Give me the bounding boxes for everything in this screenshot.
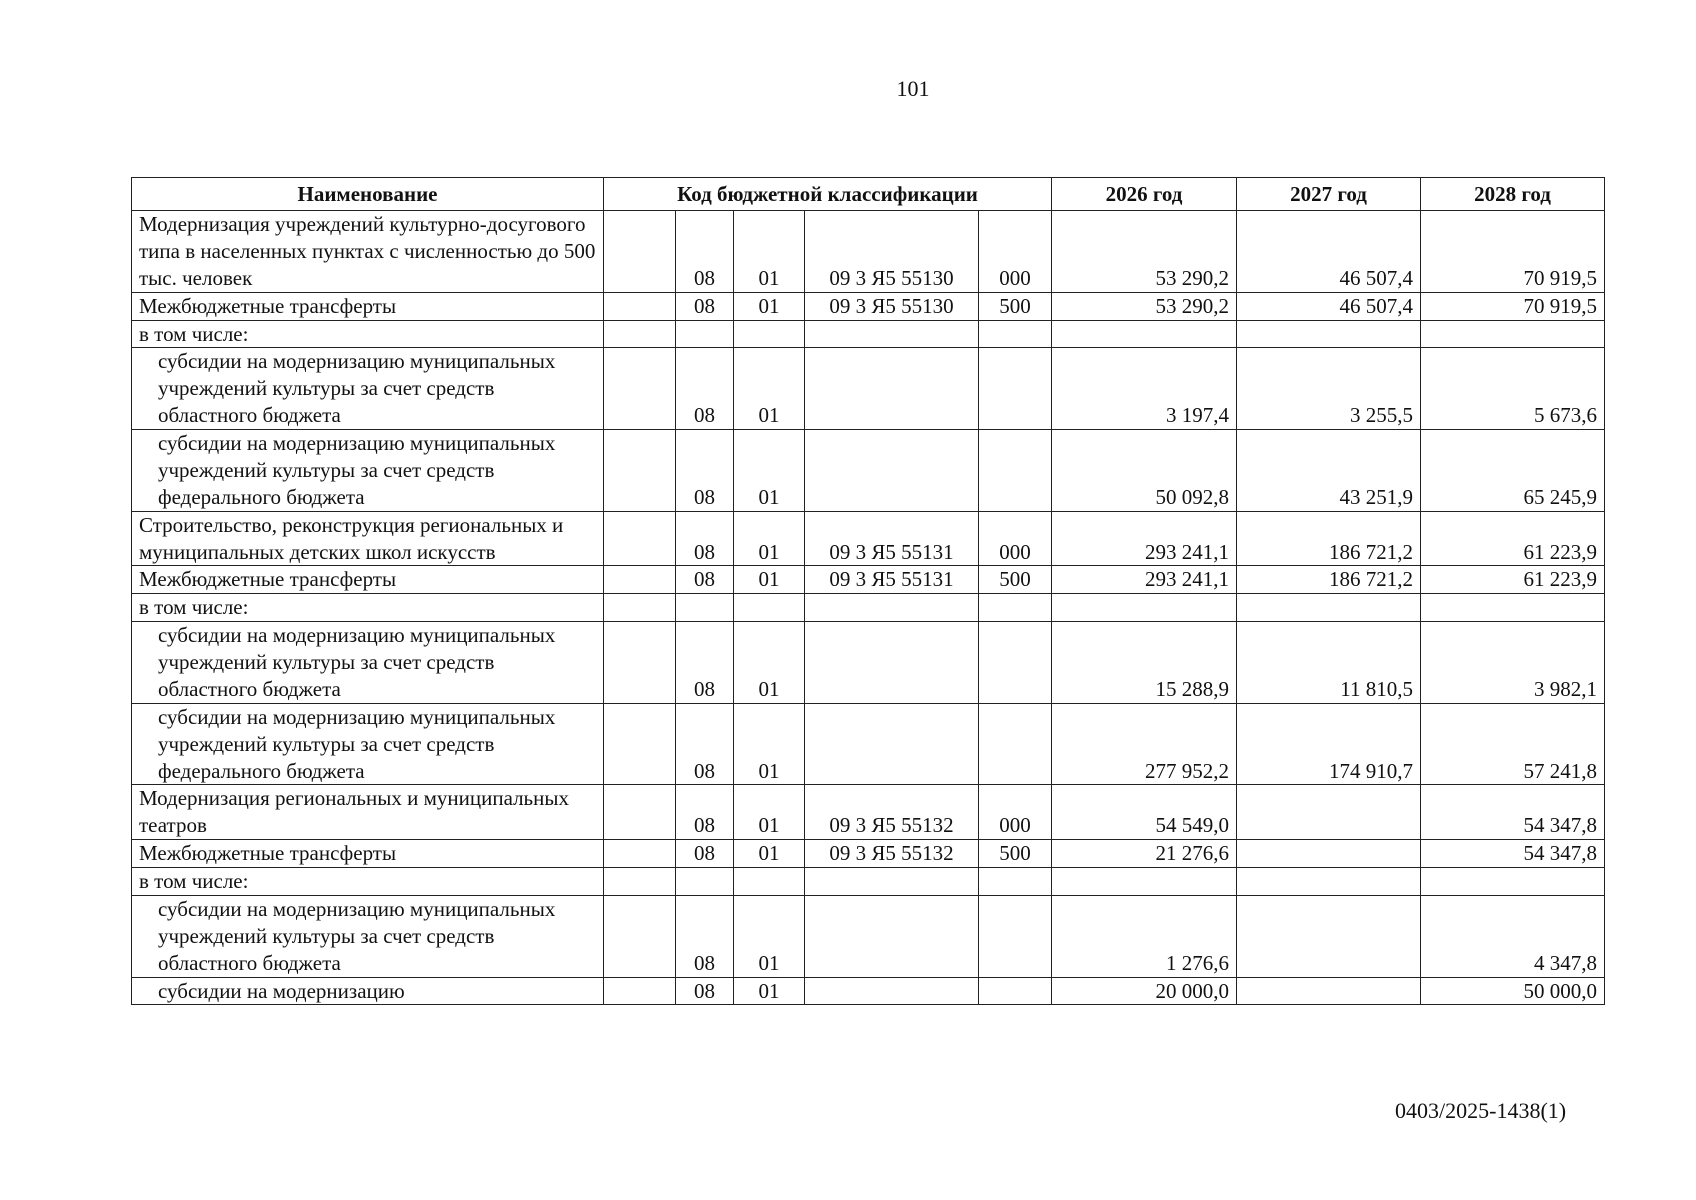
- row-value-2026: 3 197,4: [1052, 348, 1237, 430]
- row-value-2028: 57 241,8: [1421, 703, 1605, 785]
- row-section-code: 08: [676, 977, 734, 1005]
- row-name: субсидии на модернизацию муниципальных учреждений культуры за счет средств федерального бюджета: [132, 703, 604, 785]
- row-target-article-code: [805, 703, 979, 785]
- row-target-article-code: 09 3 Я5 55130: [805, 211, 979, 293]
- row-value-2027: 186 721,2: [1237, 566, 1421, 594]
- row-value-2028: 70 919,5: [1421, 292, 1605, 320]
- row-value-2027: 11 810,5: [1237, 622, 1421, 704]
- row-name: Модернизация региональных и муниципальных театров: [132, 785, 604, 840]
- row-value-2026: 53 290,2: [1052, 211, 1237, 293]
- row-name: субсидии на модернизацию муниципальных учреждений культуры за счет средств федерального бюджета: [132, 430, 604, 512]
- row-section-code: [676, 594, 734, 622]
- row-value-2027: [1237, 868, 1421, 896]
- row-expense-type-code: 000: [979, 211, 1052, 293]
- row-spacer: [604, 703, 676, 785]
- row-expense-type-code: [979, 348, 1052, 430]
- row-expense-type-code: 000: [979, 785, 1052, 840]
- row-value-2026: 21 276,6: [1052, 840, 1237, 868]
- row-spacer: [604, 895, 676, 977]
- table-row: [132, 511, 1605, 566]
- table-row: [132, 895, 1605, 977]
- row-value-2027: [1237, 840, 1421, 868]
- table-row: [132, 211, 1605, 293]
- row-subsection-code: 01: [734, 292, 805, 320]
- row-value-2028: 70 919,5: [1421, 211, 1605, 293]
- row-expense-type-code: 500: [979, 292, 1052, 320]
- row-target-article-code: 09 3 Я5 55131: [805, 566, 979, 594]
- row-value-2028: 5 673,6: [1421, 348, 1605, 430]
- row-value-2028: [1421, 320, 1605, 348]
- row-spacer: [604, 785, 676, 840]
- row-value-2027: 174 910,7: [1237, 703, 1421, 785]
- table-row: [132, 622, 1605, 704]
- row-value-2027: [1237, 895, 1421, 977]
- row-name: субсидии на модернизацию муниципальных учреждений культуры за счет средств областного бюджета: [132, 622, 604, 704]
- row-value-2026: 53 290,2: [1052, 292, 1237, 320]
- table-row: [132, 840, 1605, 868]
- row-section-code: 08: [676, 511, 734, 566]
- row-section-code: [676, 868, 734, 896]
- row-subsection-code: 01: [734, 211, 805, 293]
- row-value-2026: 293 241,1: [1052, 511, 1237, 566]
- row-section-code: 08: [676, 895, 734, 977]
- row-section-code: 08: [676, 785, 734, 840]
- table-body: [132, 211, 1605, 1005]
- row-value-2028: 61 223,9: [1421, 511, 1605, 566]
- row-expense-type-code: [979, 594, 1052, 622]
- row-value-2028: [1421, 594, 1605, 622]
- row-value-2027: 46 507,4: [1237, 292, 1421, 320]
- row-value-2027: [1237, 977, 1421, 1005]
- row-subsection-code: 01: [734, 566, 805, 594]
- row-target-article-code: [805, 895, 979, 977]
- row-value-2026: 20 000,0: [1052, 977, 1237, 1005]
- row-name: в том числе:: [132, 320, 604, 348]
- row-name: в том числе:: [132, 594, 604, 622]
- row-spacer: [604, 622, 676, 704]
- row-name: Межбюджетные трансферты: [132, 840, 604, 868]
- row-subsection-code: 01: [734, 785, 805, 840]
- row-subsection-code: [734, 594, 805, 622]
- row-subsection-code: 01: [734, 511, 805, 566]
- row-expense-type-code: [979, 868, 1052, 896]
- row-target-article-code: [805, 977, 979, 1005]
- row-value-2028: 54 347,8: [1421, 840, 1605, 868]
- table-row: [132, 703, 1605, 785]
- row-spacer: [604, 977, 676, 1005]
- row-target-article-code: [805, 348, 979, 430]
- row-spacer: [604, 211, 676, 293]
- row-value-2027: 46 507,4: [1237, 211, 1421, 293]
- row-section-code: 08: [676, 292, 734, 320]
- row-spacer: [604, 566, 676, 594]
- row-expense-type-code: 500: [979, 840, 1052, 868]
- row-value-2028: [1421, 868, 1605, 896]
- row-target-article-code: [805, 594, 979, 622]
- row-spacer: [604, 320, 676, 348]
- header-code: Код бюджетной классификации: [604, 178, 1052, 211]
- table-row: [132, 977, 1605, 1005]
- row-value-2027: 43 251,9: [1237, 430, 1421, 512]
- row-value-2028: 4 347,8: [1421, 895, 1605, 977]
- row-value-2027: 3 255,5: [1237, 348, 1421, 430]
- row-value-2028: 50 000,0: [1421, 977, 1605, 1005]
- row-value-2026: [1052, 320, 1237, 348]
- row-target-article-code: 09 3 Я5 55130: [805, 292, 979, 320]
- row-subsection-code: 01: [734, 840, 805, 868]
- row-section-code: 08: [676, 430, 734, 512]
- row-expense-type-code: 000: [979, 511, 1052, 566]
- row-value-2026: [1052, 868, 1237, 896]
- row-subsection-code: 01: [734, 895, 805, 977]
- row-expense-type-code: [979, 622, 1052, 704]
- row-name: Межбюджетные трансферты: [132, 566, 604, 594]
- row-target-article-code: [805, 320, 979, 348]
- table-row: [132, 785, 1605, 840]
- row-section-code: [676, 320, 734, 348]
- row-target-article-code: [805, 622, 979, 704]
- table-row: [132, 348, 1605, 430]
- row-name: Модернизация учреждений культурно-досугового типа в населенных пунктах с численностью до 500 тыс. человек: [132, 211, 604, 293]
- row-target-article-code: 09 3 Я5 55131: [805, 511, 979, 566]
- row-name: субсидии на модернизацию муниципальных учреждений культуры за счет средств областного бюджета: [132, 895, 604, 977]
- row-subsection-code: 01: [734, 703, 805, 785]
- row-spacer: [604, 594, 676, 622]
- row-spacer: [604, 430, 676, 512]
- row-subsection-code: [734, 868, 805, 896]
- table-header-row: [132, 178, 1605, 211]
- row-name: Строительство, реконструкция региональных и муниципальных детских школ искусств: [132, 511, 604, 566]
- table-row: [132, 430, 1605, 512]
- row-expense-type-code: [979, 703, 1052, 785]
- row-value-2027: 186 721,2: [1237, 511, 1421, 566]
- row-value-2026: [1052, 594, 1237, 622]
- row-target-article-code: [805, 430, 979, 512]
- row-subsection-code: 01: [734, 622, 805, 704]
- row-target-article-code: 09 3 Я5 55132: [805, 840, 979, 868]
- row-value-2028: 54 347,8: [1421, 785, 1605, 840]
- row-value-2026: 1 276,6: [1052, 895, 1237, 977]
- table-row: [132, 594, 1605, 622]
- row-value-2026: 277 952,2: [1052, 703, 1237, 785]
- row-section-code: 08: [676, 211, 734, 293]
- row-value-2027: [1237, 320, 1421, 348]
- table-row: [132, 292, 1605, 320]
- row-expense-type-code: [979, 977, 1052, 1005]
- document-code: 0403/2025-1438(1): [1395, 1098, 1567, 1123]
- page-number: 101: [896, 76, 930, 101]
- row-value-2028: 65 245,9: [1421, 430, 1605, 512]
- budget-table: [131, 177, 1605, 1005]
- table-row: [132, 566, 1605, 594]
- row-subsection-code: 01: [734, 977, 805, 1005]
- row-spacer: [604, 840, 676, 868]
- row-value-2028: 61 223,9: [1421, 566, 1605, 594]
- header-2028: 2028 год: [1421, 178, 1605, 211]
- row-value-2028: 3 982,1: [1421, 622, 1605, 704]
- header-name: Наименование: [132, 178, 604, 211]
- row-target-article-code: 09 3 Я5 55132: [805, 785, 979, 840]
- row-value-2027: [1237, 594, 1421, 622]
- row-expense-type-code: 500: [979, 566, 1052, 594]
- row-value-2026: 54 549,0: [1052, 785, 1237, 840]
- row-spacer: [604, 292, 676, 320]
- row-spacer: [604, 348, 676, 430]
- header-2027: 2027 год: [1237, 178, 1421, 211]
- row-spacer: [604, 868, 676, 896]
- row-value-2026: 50 092,8: [1052, 430, 1237, 512]
- row-name: субсидии на модернизацию муниципальных учреждений культуры за счет средств областного бюджета: [132, 348, 604, 430]
- row-section-code: 08: [676, 622, 734, 704]
- table-row: [132, 868, 1605, 896]
- row-expense-type-code: [979, 320, 1052, 348]
- row-subsection-code: 01: [734, 430, 805, 512]
- row-expense-type-code: [979, 430, 1052, 512]
- header-2026: 2026 год: [1052, 178, 1237, 211]
- row-subsection-code: [734, 320, 805, 348]
- row-section-code: 08: [676, 840, 734, 868]
- table-row: [132, 320, 1605, 348]
- row-value-2026: 293 241,1: [1052, 566, 1237, 594]
- row-name: в том числе:: [132, 868, 604, 896]
- row-section-code: 08: [676, 348, 734, 430]
- row-section-code: 08: [676, 703, 734, 785]
- row-subsection-code: 01: [734, 348, 805, 430]
- row-value-2027: [1237, 785, 1421, 840]
- row-expense-type-code: [979, 895, 1052, 977]
- row-name: Межбюджетные трансферты: [132, 292, 604, 320]
- row-spacer: [604, 511, 676, 566]
- row-name: субсидии на модернизацию: [132, 977, 604, 1005]
- row-value-2026: 15 288,9: [1052, 622, 1237, 704]
- row-section-code: 08: [676, 566, 734, 594]
- row-target-article-code: [805, 868, 979, 896]
